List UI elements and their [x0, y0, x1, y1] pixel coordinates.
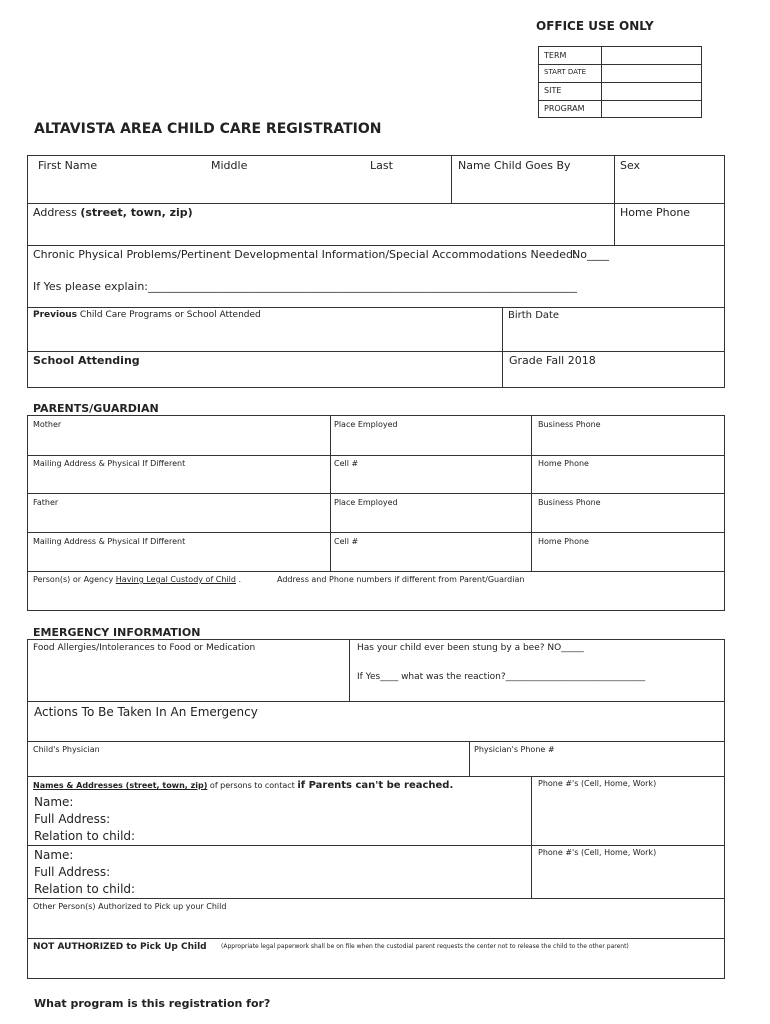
contact2-field[interactable] — [140, 848, 528, 896]
name-goes-by-label: Name Child Goes By — [458, 159, 571, 172]
father-cell-field[interactable] — [332, 549, 529, 569]
grade-field[interactable] — [504, 368, 723, 386]
physician-label: Child's Physician — [33, 745, 100, 754]
contact2-phones-field[interactable] — [533, 861, 723, 896]
mother-business-phone-field[interactable] — [533, 432, 723, 453]
contact2-relation-label: Relation to child: — [34, 882, 136, 896]
father-home-phone-label: Home Phone — [538, 537, 589, 546]
office-site-field[interactable] — [603, 84, 699, 99]
office-start-date-label: START DATE — [544, 68, 587, 76]
office-use-title: OFFICE USE ONLY — [536, 19, 654, 33]
parents-heading: PARENTS/GUARDIAN — [33, 402, 159, 415]
mother-cell-field[interactable] — [332, 471, 529, 491]
previous-programs-label: Previous Child Care Programs or School Attended — [33, 310, 261, 320]
office-use-table — [538, 46, 702, 118]
contact1-phones-field[interactable] — [533, 792, 723, 843]
mother-cell-label: Cell # — [334, 459, 359, 468]
custody-label: Person(s) or Agency Having Legal Custody of Child . — [33, 575, 242, 584]
chronic-no-option[interactable]: No____ — [572, 248, 609, 261]
physician-phone-label: Physician's Phone # — [474, 745, 555, 754]
bee-reaction-field[interactable]: If Yes____ what was the reaction?_______________________________ — [357, 672, 646, 682]
address-field[interactable] — [29, 221, 612, 243]
emergency-actions-field[interactable] — [29, 721, 723, 739]
father-mailing-field[interactable] — [29, 549, 328, 569]
sex-label: Sex — [620, 159, 641, 172]
previous-programs-field[interactable] — [29, 324, 500, 349]
mother-mailing-field[interactable] — [29, 471, 328, 491]
grade-label: Grade Fall 2018 — [509, 354, 596, 367]
name-goes-by-field[interactable] — [453, 174, 612, 201]
office-start-date-field[interactable] — [603, 66, 699, 81]
father-field[interactable] — [29, 510, 328, 530]
contact1-phones-label: Phone #'s (Cell, Home, Work) — [538, 779, 657, 788]
allergies-label: Food Allergies/Intolerances to Food or Medication — [33, 643, 256, 653]
custody-field[interactable] — [29, 588, 723, 609]
contact2-name-label: Name: — [34, 848, 74, 862]
contacts-label: Names & Addresses (street, town, zip) of persons to contact if Parents can't be reached. — [33, 780, 454, 791]
office-program-label: PROGRAM — [544, 104, 585, 113]
contact1-relation-label: Relation to child: — [34, 829, 136, 843]
custody-address-label: Address and Phone numbers if different from Parent/Guardian — [277, 575, 525, 584]
mother-label: Mother — [33, 420, 62, 429]
office-program-field[interactable] — [603, 102, 699, 116]
address-label: Address (street, town, zip) — [33, 206, 193, 219]
father-label: Father — [33, 498, 59, 507]
bee-sting-question[interactable]: Has your child ever been stung by a bee? NO_____ — [357, 643, 584, 653]
sex-field[interactable] — [616, 174, 723, 201]
allergies-field[interactable] — [29, 656, 347, 699]
mother-employer-field[interactable] — [332, 432, 529, 453]
father-mailing-label: Mailing Address & Physical If Different — [33, 537, 186, 546]
mother-home-phone-label: Home Phone — [538, 459, 589, 468]
contact2-phones-label: Phone #'s (Cell, Home, Work) — [538, 848, 657, 857]
form-title: ALTAVISTA AREA CHILD CARE REGISTRATION — [34, 121, 382, 137]
mother-business-phone-label: Business Phone — [538, 420, 601, 429]
emergency-actions-label: Actions To Be Taken In An Emergency — [34, 705, 258, 719]
mother-home-phone-field[interactable] — [533, 471, 723, 491]
contact2-address-label: Full Address: — [34, 865, 111, 879]
explain-field[interactable]: If Yes please explain:______________________________________________________________________________ — [33, 280, 578, 293]
not-authorized-label: NOT AUTHORIZED to Pick Up Child — [33, 942, 207, 952]
father-cell-label: Cell # — [334, 537, 359, 546]
contact1-address-label: Full Address: — [34, 812, 111, 826]
office-site-label: SITE — [544, 86, 562, 95]
program-question: What program is this registration for? — [34, 997, 271, 1010]
chronic-problems-question: Chronic Physical Problems/Pertinent Developmental Information/Special Accommodations Needed: — [33, 248, 577, 261]
not-authorized-field[interactable] — [29, 955, 723, 977]
birth-date-label: Birth Date — [508, 310, 560, 321]
father-employer-field[interactable] — [332, 510, 529, 530]
contact1-field[interactable] — [140, 795, 528, 843]
home-phone-field[interactable] — [616, 221, 723, 243]
physician-phone-field[interactable] — [471, 757, 723, 774]
school-attending-field[interactable] — [29, 368, 500, 386]
father-business-phone-label: Business Phone — [538, 498, 601, 507]
office-term-field[interactable] — [603, 48, 699, 63]
home-phone-label: Home Phone — [620, 206, 691, 219]
physician-field[interactable] — [29, 757, 467, 774]
child-name-field[interactable] — [29, 174, 449, 201]
mother-field[interactable] — [29, 432, 328, 453]
mother-mailing-label: Mailing Address & Physical If Different — [33, 459, 186, 468]
office-term-label: TERM — [544, 51, 567, 60]
birth-date-field[interactable] — [504, 324, 723, 349]
father-home-phone-field[interactable] — [533, 549, 723, 569]
middle-name-label: Middle — [211, 159, 248, 172]
other-persons-field[interactable] — [29, 914, 723, 936]
father-business-phone-field[interactable] — [533, 510, 723, 530]
emergency-heading: EMERGENCY INFORMATION — [33, 626, 201, 639]
mother-employer-label: Place Employed — [334, 420, 398, 429]
contact1-name-label: Name: — [34, 795, 74, 809]
first-name-label: First Name — [38, 159, 98, 172]
not-authorized-note: (Appropriate legal paperwork shall be on file when the custodial parent requests the center not to release the child to the other parent) — [221, 943, 629, 950]
father-employer-label: Place Employed — [334, 498, 398, 507]
last-name-label: Last — [370, 159, 393, 172]
other-persons-label: Other Person(s) Authorized to Pick up your Child — [33, 902, 227, 911]
school-attending-label: School Attending — [33, 354, 140, 367]
